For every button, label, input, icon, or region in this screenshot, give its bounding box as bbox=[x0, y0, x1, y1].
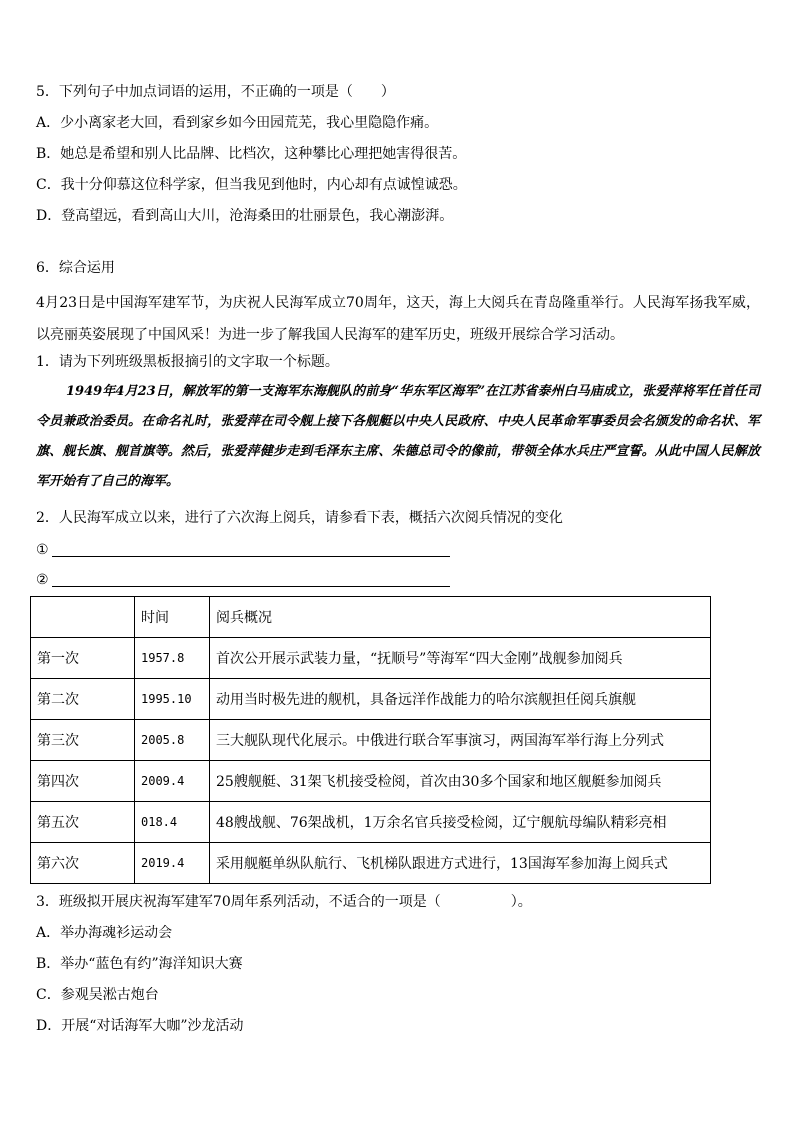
passage-text: 1949年4月23日，解放军的第一支海军东海舰队的前身“华东军区海军”在江苏省泰州白马庙成立，张爱萍将军任首任司令员兼政治委员。在命名礼时，张爱萍在司令舰上接下各舰艇以中央人民政府、中央人民革命军事委员会名颁发的命名状、军旗、舰长旗、舰首旗等。然后，张爱萍健步走到毛泽东主席、朱德总司令的像前，带领全体水兵庄严宣誓。从此中国人民解放军开始有了自己的海军。 bbox=[36, 384, 760, 489]
row-label: 第五次 bbox=[31, 802, 135, 843]
row-summary: 采用舰艇单纵队航行、飞机梯队跟进方式进行，13国海军参加海上阅兵式 bbox=[210, 843, 711, 884]
row-summary: 首次公开展示武装力量，“抚顺号”等海军“四大金刚”战舰参加阅兵 bbox=[210, 638, 711, 679]
parade-table bbox=[30, 596, 711, 884]
row-summary: 三大舰队现代化展示。中俄进行联合军事演习，两国海军举行海上分列式 bbox=[210, 720, 711, 761]
blackboard-passage bbox=[36, 377, 760, 497]
answer-line bbox=[52, 586, 450, 587]
row-label: 第一次 bbox=[31, 638, 135, 679]
table-row bbox=[31, 761, 711, 802]
section-title: 6．综合运用 bbox=[36, 260, 115, 276]
header-cell bbox=[31, 597, 135, 638]
table-row bbox=[31, 679, 711, 720]
table-header bbox=[31, 597, 711, 638]
sub-question-3: 3．班级拟开展庆祝海军建军70周年系列活动，不适合的一项是（ ）。 bbox=[36, 894, 532, 910]
question-stem: 5．下列句子中加点词语的运用，不正确的一项是（ ） bbox=[36, 84, 395, 100]
blank-number: ① bbox=[36, 542, 49, 558]
row-date: 2005.8 bbox=[135, 720, 210, 761]
row-summary: 动用当时极先进的舰机，具备远洋作战能力的哈尔滨舰担任阅兵旗舰 bbox=[210, 679, 711, 720]
option-d: D．开展“对话海军大咖”沙龙活动 bbox=[36, 1018, 244, 1034]
row-summary: 48艘战舰、76架战机，1万余名官兵接受检阅，辽宁舰航母编队精彩亮相 bbox=[210, 802, 711, 843]
answer-blank-1[interactable] bbox=[36, 540, 49, 560]
option-d: D．登高望远，看到高山大川，沧海桑田的壮丽景色，我心潮澎湃。 bbox=[36, 208, 454, 224]
option-c: C．我十分仰慕这位科学家，但当我见到他时，内心却有点诚惶诚恐。 bbox=[36, 177, 467, 193]
answer-blank-2[interactable] bbox=[36, 570, 49, 590]
option-a: A．少小离家老大回，看到家乡如今田园荒芜，我心里隐隐作痛。 bbox=[36, 115, 439, 131]
sub-question-2: 2．人民海军成立以来，进行了六次海上阅兵，请参看下表，概括六次阅兵情况的变化 bbox=[36, 510, 563, 526]
row-label: 第四次 bbox=[31, 761, 135, 802]
blank-number: ② bbox=[36, 572, 49, 588]
intro-paragraph: 4月23日是中国海军建军节，为庆祝人民海军成立70周年，这天，海上大阅兵在青岛隆重举行。人民海军扬我军威，以亮丽英姿展现了中国风采！为进一步了解我国人民海军的建军历史，班级开展综合学习活动。 bbox=[36, 295, 760, 343]
row-label: 第二次 bbox=[31, 679, 135, 720]
table-row bbox=[31, 638, 711, 679]
option-c: C．参观吴淞古炮台 bbox=[36, 987, 159, 1003]
option-b: B．她总是希望和别人比品牌、比档次，这种攀比心理把她害得很苦。 bbox=[36, 146, 467, 162]
row-label: 第六次 bbox=[31, 843, 135, 884]
table-row bbox=[31, 720, 711, 761]
row-date: 018.4 bbox=[135, 802, 210, 843]
row-date: 1995.10 bbox=[135, 679, 210, 720]
row-summary: 25艘舰艇、31架飞机接受检阅，首次由30多个国家和地区舰艇参加阅兵 bbox=[210, 761, 711, 802]
header-cell: 时间 bbox=[135, 597, 210, 638]
row-date: 2019.4 bbox=[135, 843, 210, 884]
sub-question-1: 1．请为下列班级黑板报摘引的文字取一个标题。 bbox=[36, 354, 339, 370]
row-date: 1957.8 bbox=[135, 638, 210, 679]
answer-line bbox=[52, 556, 450, 557]
row-date: 2009.4 bbox=[135, 761, 210, 802]
row-label: 第三次 bbox=[31, 720, 135, 761]
option-b: B．举办“蓝色有约”海洋知识大赛 bbox=[36, 956, 243, 972]
option-a: A．举办海魂衫运动会 bbox=[36, 925, 173, 941]
table-row bbox=[31, 802, 711, 843]
header-cell: 阅兵概况 bbox=[210, 597, 711, 638]
table-row bbox=[31, 843, 711, 884]
